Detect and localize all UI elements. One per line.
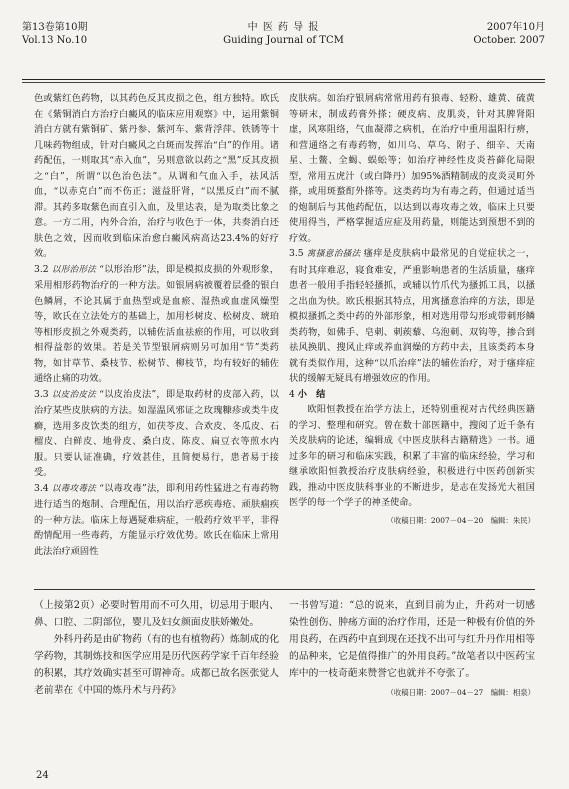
section-heading-3-3 <box>34 387 279 481</box>
section-heading-4 <box>289 387 535 403</box>
heading-number: 3.4 <box>34 482 49 494</box>
issue-cn: 第13卷第10期 <box>22 22 88 33</box>
paragraph: “以皮治皮法”，即是取药材的皮部入药，以治疗某些皮肤病的方法。如湿温风邪证之玫瑰糠疹或类牛皮癣，选用多皮饮类的组方，如茯苓皮、合欢皮、冬瓜皮、石榴皮、白鲜皮、地骨皮、桑白皮、陈皮、扁豆衣等煎水内服。只要认证准确，疗效甚佳，且简便易行，患者易于接受。 <box>34 388 279 478</box>
paragraph: 一书曾写道：“总的说来，直到目前为止，升药对一切感染性创伤、肿疡方面的治疗作用，还是一种极有价值的外用良药，在西药中直到现在还找不出可与红升丹作用相等的品种来，它是值得推广的外用良药。”故笔者以中医药宝库中的一枝奇葩来赞誉它也就并不夸张了。 <box>289 600 535 679</box>
continued-left-column <box>34 597 279 699</box>
left-column <box>34 91 279 559</box>
header-rule <box>22 79 545 80</box>
journal-title <box>22 21 545 47</box>
page-number: 24 <box>36 770 49 781</box>
running-header <box>22 21 545 51</box>
heading-number: 3.3 <box>34 388 49 400</box>
journal-en: Guiding Journal of TCM <box>223 35 344 46</box>
heading-number: 3.2 <box>34 263 49 275</box>
heading-title: 以形治形法 <box>51 264 97 275</box>
issue-date <box>473 21 545 47</box>
paragraph: 皮肤病。如治疗银屑病常常用药有狼毒、轻粉、雄黄、硫黄等研末，制成药膏外搽；硬皮病、皮肌炎，针对其脾肾阳虚，风寒阻络，气血凝滞之病机，在治疗中重用温阳行痹，和营通络之有毒药物，如川乌、草乌、附子、细辛、天南星、土鳖、全蝎、蜈蚣等；如治疗神经性皮炎苔藓化局限型，常用五虎汁（或白降丹）加95%酒精制成的皮炎灵町外搽，或用斑蝥酊外搽等。这类药均为有毒之药，但通过适当的炮制后与其他药配伍，以达到以毒攻毒之效，临床上只要使用得当，严格掌握适应症及用药量，则能达到预想不到的疗效。 <box>289 93 535 244</box>
section-divider <box>34 589 535 590</box>
section-heading-3-4 <box>34 481 279 560</box>
heading-title: 以毒攻毒法 <box>51 483 97 494</box>
heading-number: 4 <box>289 388 295 400</box>
heading-number: 3.5 <box>289 248 304 259</box>
date-cn: 2007年10月 <box>486 22 545 33</box>
paragraph: （上接第2页）必要时暂用而不可久用，切忌用于眼内、鼻、口腔、二阴部位，婴儿及妇女颜面皮肤娇嫩处。 <box>34 600 279 628</box>
heading-title: 寓搔意治搔法 <box>306 249 361 259</box>
paragraph: 色或紫红色药物，以其药色反其皮损之色，组方独特。欧氏在《紫铜消白方治疗白癜风的临床应用观察》中，运用紫铜消白方就有紫铜矿、紫丹参、紫河车、紫背浮萍、铁锈等十几味药物组成，针对白癜风之白斑而发挥治“白”的作用。诸药配伍，一则取其“赤入血”，另则意欲以药之“黑”反其皮损之“白”，所谓“以色治色法”。从调和气血入手，祛风活血，“以赤克白”而不伤正；滋益肝肾，“以黑反白”而不腻滞。其药多取紫色而直引入血，及里达表，是为取类比象之意。一方二用，内外合治，治疗与收色于一体，共奏消白还肤色之效，因而收到临床治愈白癜风病高达23.4%的好疗效。 <box>34 93 279 259</box>
paragraph: 欧阳恒教授在治学方法上，还特别重视对古代经典医籍的学习、整理和研究。曾在数十部医籍中，搜阅了近千条有关皮肤病的论述，编辑成《中医皮肤科古籍精选》一书。通过多年的研习和临床实践，积累了丰富的临床经验，学习和继承欧阳恒教授治疗皮肤病经验，积极进行中医药创新实践，推动中医皮肤科事业的不断进步，是志在发扬光大祖国医学的每一个学子的神圣使命。 <box>289 404 535 508</box>
paragraph: 外科丹药是由矿物药（有的也有植物药）炼制成的化学药物，其制炼技和医学应用是历代医药学家千百年经验的积累，其疗效确实甚至可谓神奇。成都已故名医张觉人老前辈在《中国的炼丹术与丹药》 <box>34 634 279 696</box>
journal-cn: 中 医 药 导 报 <box>247 22 320 33</box>
header-rule-thin <box>22 82 545 83</box>
heading-title: 小 结 <box>297 388 326 400</box>
received-date: （收稿日期：2007－04－20 编辑：朱民） <box>386 515 535 525</box>
received-date: （收稿日期：2007－04－27 编辑：相泉） <box>386 688 535 697</box>
paragraph: “以形治形”法，即是模拟皮损的外观形象，采用相形药物治疗的一种方法。如银屑病被覆着层叠的银白色鳞屑，不论其属于血热型或是血瘀、湿热或血虚风燥型等，欧氏在立法处方的基础上，加用杉树皮、松树皮、琥珀等相形皮损之外观类药，以辅佐活血祛瘀的作用，可以收到相得益彰的效果。若是关节型银屑病则另可加用“节”类药物，如甘草节、桑枝节、松树节、柳枝节，均有较好的辅佐通络止痛的功效。 <box>34 263 279 384</box>
section-heading-3-5 <box>289 246 535 387</box>
right-column <box>289 91 535 528</box>
issue-en: Vol.13 No.10 <box>22 35 88 46</box>
section-heading-3-2 <box>34 262 279 387</box>
date-en: October. 2007 <box>473 35 545 46</box>
continued-right-column <box>289 597 535 701</box>
paragraph: 瘙痒是皮肤病中最常见的自觉症状之一，有时其痒难忍，寝食难安，严重影响患者的生活质量，瘙痒患者一般用手指轻轻搔抓，或辅以竹爪代为搔抓工具，以搔之出血为快。欧氏根据其特点，用寓搔意治痒的方法，即是模拟搔抓之类中药的外部形象，相对选用带勾形或带刺形鳞类药物，如佛手、皂刺、刺蒺藜、乌泡刺、双钩等，掺合到祛风换肌、搜风止痒或养血润燥的方药中去，且该类药本身就有类似作用，这种“以爪治痒”法的辅佐治疗，对于瘙痒症状的缓解无疑具有增强效应的作用。 <box>289 248 535 384</box>
heading-title: 以皮治皮法 <box>51 389 97 400</box>
paragraph: “以毒攻毒”法，即利用药性猛进之有毒药物进行适当的炮制、合理配伍，用以治疗恶疾毒疮、顽肤痼疾的一种方法。临床上每遇疑难病症，一般药疗效平平，非得酌情配用一些毒药，方能显示疗效优势。欧氏在临床上常用此法治疗顽固性 <box>34 482 279 557</box>
